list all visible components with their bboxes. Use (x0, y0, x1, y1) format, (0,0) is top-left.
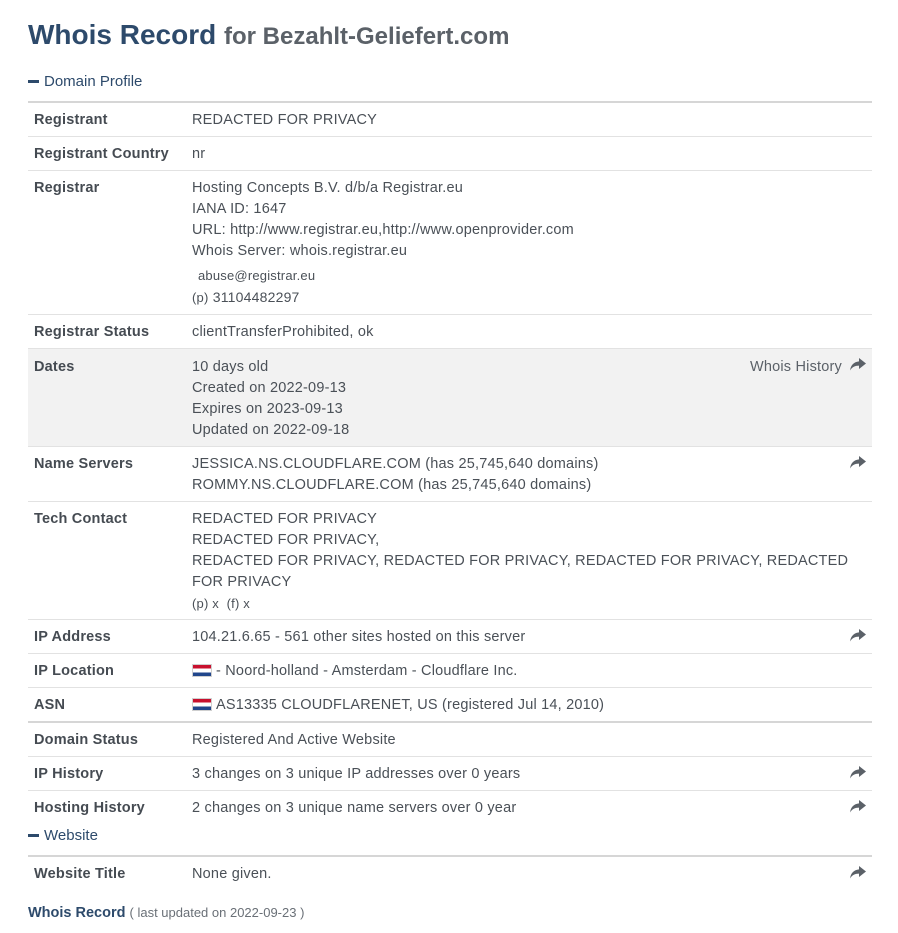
page-title-domain: for Bezahlt-Geliefert.com (224, 23, 510, 50)
table-row (28, 722, 872, 757)
domain-profile-table (28, 101, 872, 824)
ip-location-value: - Noord-holland - Amsterdam - Cloudflare Inc. (216, 663, 518, 679)
share-arrow-icon[interactable] (850, 456, 866, 470)
registrar-url: URL: http://www.registrar.eu,http://www.openprovider.com (192, 222, 574, 238)
tech-contact-cell (180, 502, 872, 620)
ip-history-value: 3 changes on 3 unique IP addresses over 0 years (192, 766, 521, 782)
registrar-iana: IANA ID: 1647 (192, 201, 287, 217)
row-value: clientTransferProhibited, ok (192, 324, 374, 340)
hosting-history-cell (180, 791, 872, 825)
table-row (28, 137, 872, 171)
row-label: Registrar Status (34, 324, 150, 340)
registrar-name: Hosting Concepts B.V. d/b/a Registrar.eu (192, 180, 464, 196)
phone-prefix: (p) (192, 290, 209, 305)
section-toggle-domain-profile[interactable] (28, 73, 142, 90)
row-label: IP Location (34, 663, 115, 679)
netherlands-flag-icon (192, 698, 212, 711)
registrar-phone: 31104482297 (212, 289, 300, 305)
table-row (28, 688, 872, 723)
table-row (28, 757, 872, 791)
ip-address-value: 104.21.6.65 - 561 other sites hosted on this server (192, 629, 526, 645)
table-row (28, 856, 872, 890)
collapse-minus-icon (28, 80, 39, 83)
dates-cell (180, 349, 872, 447)
tech-contact-phone-fax: (p) x (f) x (192, 596, 251, 611)
row-label: Hosting History (34, 800, 145, 816)
updated-date: Updated on 2022-09-18 (192, 422, 350, 438)
row-value: REDACTED FOR PRIVACY (192, 112, 378, 128)
row-label: ASN (34, 697, 66, 713)
table-row (28, 102, 872, 137)
domain-age: 10 days old (192, 359, 269, 375)
collapse-minus-icon (28, 834, 39, 837)
ip-address-values (192, 627, 866, 648)
section-heading-website: Website (44, 827, 98, 844)
registrar-whois-server: Whois Server: whois.registrar.eu (192, 243, 408, 259)
share-arrow-icon[interactable] (850, 800, 866, 814)
share-arrow-icon[interactable] (850, 629, 866, 643)
created-date: Created on 2022-09-13 (192, 380, 347, 396)
name-servers-cell (180, 447, 872, 502)
tech-contact-line-3: REDACTED FOR PRIVACY, REDACTED FOR PRIVACY, REDACTED FOR PRIVACY, REDACTED FOR PRIVACY (192, 553, 849, 590)
table-row (28, 502, 872, 620)
row-label: Tech Contact (34, 511, 128, 527)
ip-address-cell (180, 620, 872, 654)
row-label: IP Address (34, 629, 111, 645)
row-label: Name Servers (34, 456, 134, 472)
name-servers-values (192, 454, 866, 496)
website-title-cell (180, 856, 872, 890)
row-label: Registrar (34, 180, 100, 196)
row-label: Registrant Country (34, 146, 169, 162)
section-toggle-website[interactable] (28, 827, 98, 844)
website-title-value: None given. (192, 866, 272, 882)
asn-cell (180, 688, 872, 723)
table-row (28, 654, 872, 688)
footer (28, 905, 304, 921)
table-row (28, 315, 872, 349)
section-heading-domain-profile: Domain Profile (44, 73, 143, 90)
hosting-history-values (192, 798, 866, 819)
table-row (28, 791, 872, 825)
table-row (28, 171, 872, 315)
table-row (28, 620, 872, 654)
tech-contact-line-2: REDACTED FOR PRIVACY, (192, 532, 380, 548)
footer-last-updated: ( last updated on 2022-09-23 ) (129, 905, 305, 920)
whois-history-link[interactable] (750, 357, 866, 378)
registrar-details (180, 171, 872, 315)
tech-contact-line-1: REDACTED FOR PRIVACY (192, 511, 378, 527)
name-server-1: JESSICA.NS.CLOUDFLARE.COM (has 25,745,640 domains) (192, 456, 599, 472)
asn-value: AS13335 CLOUDFLARENET, US (registered Jul 14, 2010) (216, 697, 605, 713)
page-title (28, 19, 509, 51)
share-arrow-icon[interactable] (850, 766, 866, 780)
netherlands-flag-icon (192, 664, 212, 677)
share-arrow-icon (850, 357, 866, 378)
ip-history-cell (180, 757, 872, 791)
footer-title: Whois Record (28, 905, 126, 921)
row-label: IP History (34, 766, 104, 782)
row-label: Registrant (34, 112, 108, 128)
ip-history-values (192, 764, 866, 785)
whois-history-label: Whois History (749, 359, 842, 375)
ip-location-cell (180, 654, 872, 688)
row-label: Domain Status (34, 732, 139, 748)
expires-date: Expires on 2023-09-13 (192, 401, 343, 417)
registrar-email: abuse@registrar.eu (198, 268, 316, 283)
row-value: Registered And Active Website (192, 732, 396, 748)
table-row-dates (28, 349, 872, 447)
table-row (28, 447, 872, 502)
page-title-main: Whois Record (28, 19, 217, 50)
website-table (28, 855, 872, 890)
website-title-values (192, 864, 866, 885)
row-label: Website Title (34, 866, 126, 882)
row-value: nr (192, 146, 206, 162)
share-arrow-icon[interactable] (850, 866, 866, 880)
name-server-2: ROMMY.NS.CLOUDFLARE.COM (has 25,745,640 domains) (192, 477, 592, 493)
dates-values (192, 357, 866, 441)
hosting-history-value: 2 changes on 3 unique name servers over 0 year (192, 800, 517, 816)
row-label: Dates (28, 349, 180, 447)
